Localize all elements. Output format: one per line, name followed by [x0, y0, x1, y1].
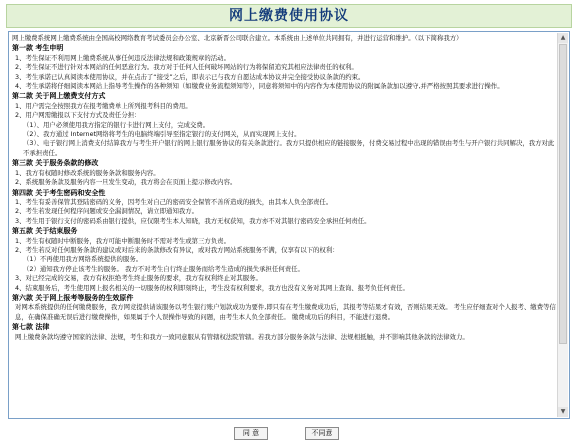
- section-clause: 2、考生若发现任何程序问题或安全漏洞情况，请立即通知我方。: [15, 207, 199, 216]
- section-heading: 第七款 法律: [12, 323, 50, 332]
- section-clause: 1、考生有权随时中断服务，我方可能中断服务时不需对考生或第三方负责。: [15, 236, 230, 245]
- section-clause: 2、系统服务条款及服务内容一旦发生变动，我方将会在页面上提示修改内容。: [15, 178, 237, 187]
- section-heading: 第二款 关于网上缴费支付方式: [12, 92, 106, 101]
- section-clause: 3、考生承诺已认真阅读本使用协议，并在点击了“接受”之后，即表示已与我方自愿达成本协议并完全接受协议条款的约束。: [15, 72, 365, 81]
- section-clause: 网上缴费条款均遵守国家的法律、法规，考生和我方一致同意服从有管辖权法院管辖。若我方部分服务条款与法律、法规相抵触，并不影响其他条款的法律效力。: [15, 332, 469, 341]
- agreement-frame: [8, 31, 570, 419]
- section-heading: 第一款 考生申明: [12, 44, 64, 53]
- section-clause: 1、考生保证不利用网上缴费系统从事任何违反法律法规和政策规章的活动。: [15, 53, 230, 62]
- section-clause: 4、结束服务后，考生使用网上报名相关的一切服务的权利即刻终止，考生没有权利要求，我方也没有义务对其网上查询、报考负任何责任。: [15, 283, 409, 292]
- scroll-down-icon[interactable]: ▼: [558, 407, 568, 417]
- section-clause: 1、考生有妥善保管其登陆密码的义务，因考生对自己的密码安全保管不善所造成的损失，由其本人负全部责任。: [15, 197, 333, 206]
- agreement-intro: 网上缴费系统网上缴费系统由全国高校网络教育考试委员会办公室、北京新晋公司联合建立。本系统由上述单位共同拥有，并进行运营和维护。（以下简称我方）: [12, 34, 463, 42]
- section-clause: 4、考生承诺将仔细阅读本网站上指导考生操作的各种须知（如缴费业务流程须知等），同意将须知中的内容作为本使用协议的附属条款加以遵守,并严格按照其要求进行操作。: [15, 82, 504, 91]
- section-clause: 1、我方有权随时修改系统的服务条款和服务内容。: [15, 168, 160, 177]
- section-clause: 2、考生若反对任何服务条款的建议或对后来的条款修改有异议，或对我方网站系统服务不满，仅享有以下的权利：: [15, 245, 339, 254]
- vertical-scrollbar[interactable]: [557, 33, 568, 417]
- section-clause: 2、用户网需缴报以下支付方式及责任分担：: [15, 111, 141, 120]
- section-heading: 第五款 关于结束服务: [12, 227, 78, 236]
- section-clause: （1）、用户必须使用我方指定的银行卡进行网上支付，完成交费。: [23, 120, 210, 129]
- scrollbar-thumb[interactable]: [559, 44, 567, 344]
- section-clause: 2、考生保证不进行针对本网站的任何恶意行为。我方对于任何人任何破坏网站的行为将保留追究其相应法律责任的权利。: [15, 63, 358, 72]
- section-clause: 3、考生用于银行支付的密码系由银行提供，应仅限考生本人知晓，我方无权获知，我方亦不对其银行密码安全承担任何责任。: [15, 216, 371, 225]
- scroll-up-icon[interactable]: ▲: [558, 33, 568, 43]
- button-row: [0, 427, 578, 441]
- agree-button[interactable]: 同 意: [234, 427, 268, 440]
- section-heading: 第四款 关于考生密码和安全性: [12, 188, 106, 197]
- page-title: 网上缴费使用协议: [6, 4, 572, 28]
- section-clause: （1）不再使用我方网络系统提供的服务。: [23, 255, 143, 264]
- disagree-button[interactable]: 不同意: [305, 427, 339, 440]
- section-clause: （2）、我方通过 Internet网络将考生的电脑终端引导至指定银行的支付网关，从而实现网上支付。: [23, 130, 301, 139]
- agreement-text: [11, 34, 557, 416]
- section-clause: 1、用户需完全按照我方在报考缴费单上所列报考科目的费用。: [15, 101, 192, 110]
- section-heading: 第六款 关于网上报考等服务的生效原件: [12, 293, 134, 302]
- section-clause: 对网本系统提供的任何缴费服务，我方网竞提供请该服务以考生银行账户划款成功为要件,即只有在考生缴费成功后，其报考等结果才有效，否则结果无效。 考生应仔细查对个人报考、缴费等信息，在确保准确无误后进行缴费操作，如果属于个人误操作导致的问题，由考生本人负全部责任。 缴费成功后的科目，不能进行退费。: [15, 303, 556, 321]
- section-clause: （2）通知我方停止该考生的服务。 我方不对考生自行终止服务而给考生造成的损失承担任何责任。: [23, 264, 304, 273]
- section-clause: 3、对已经完成的交易，我方有权拒绝考生终止服务的要求，我方有权利终止对其服务。: [15, 274, 262, 283]
- section-clause: （3）、电子银行网上消费支付结算我方与考生开户银行的网上银行服务协议的有关条款进行。我方只提供相应的链接服务，付费交易过程中出现的错误由考生与开户银行共同解决，我方对此不承担责任。: [23, 139, 555, 157]
- section-heading: 第三款 关于服务条款的修改: [12, 159, 99, 168]
